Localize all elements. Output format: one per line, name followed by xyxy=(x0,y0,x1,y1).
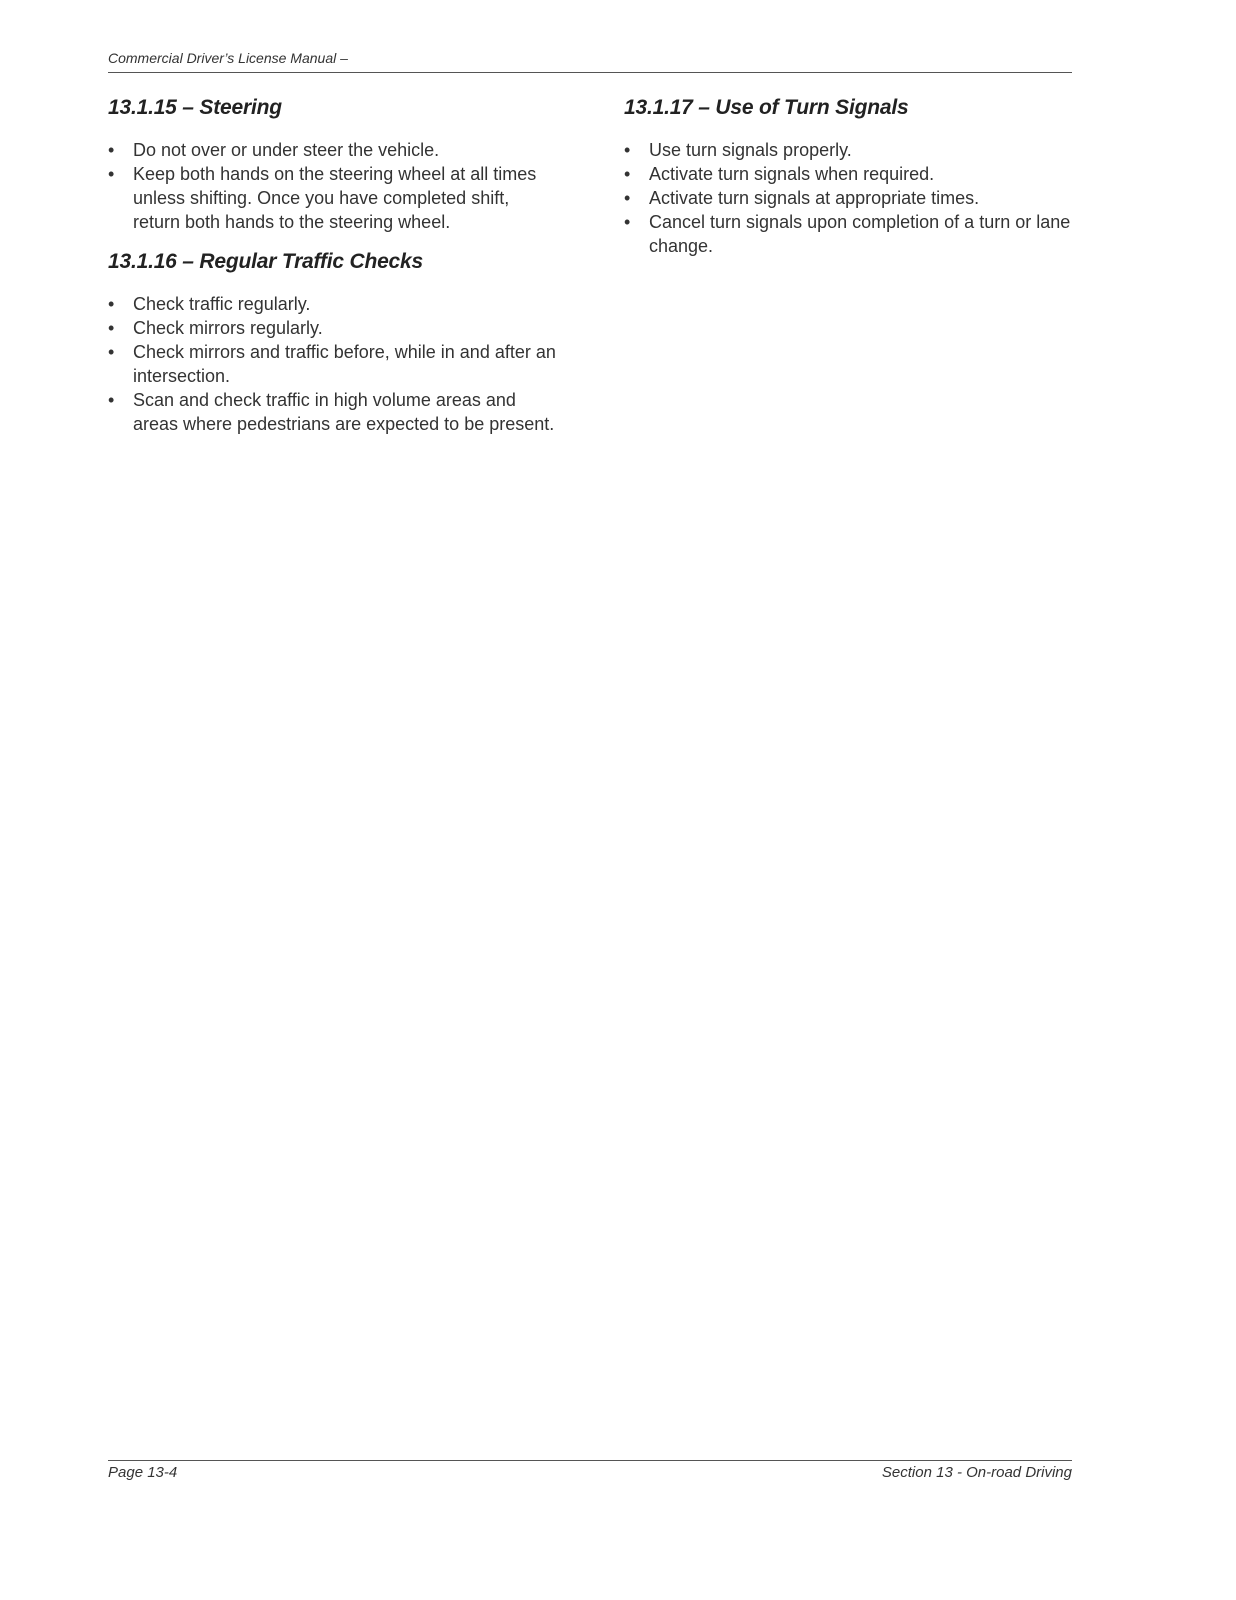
list-item-text: Use turn signals properly. xyxy=(649,140,852,160)
list-item xyxy=(108,292,558,316)
bullet-icon: • xyxy=(624,188,631,208)
section-regular-traffic-checks xyxy=(108,248,558,436)
list-item xyxy=(108,340,558,388)
bullet-icon: • xyxy=(108,342,115,362)
section-heading: 13.1.16 – Regular Traffic Checks xyxy=(108,250,423,273)
manual-title: Commercial Driver’s License Manual – xyxy=(108,50,348,66)
list-item xyxy=(108,138,558,162)
bullet-icon: • xyxy=(624,164,631,184)
list-item-text: Cancel turn signals upon completion of a turn or lane change. xyxy=(649,212,1071,256)
list-item xyxy=(624,138,1074,162)
section-use-of-turn-signals xyxy=(624,94,1074,258)
page-number: Page 13-4 xyxy=(108,1464,178,1481)
list-item-text: Keep both hands on the steering wheel at all times unless shifting. Once you have completed shift, return both hands to the steering wheel. xyxy=(133,164,537,232)
right-column xyxy=(624,94,1074,272)
list-item xyxy=(624,210,1074,258)
bullet-icon: • xyxy=(624,212,631,232)
bullet-list xyxy=(108,292,558,436)
list-item-text: Do not over or under steer the vehicle. xyxy=(133,140,440,160)
list-item xyxy=(624,162,1074,186)
section-heading: 13.1.15 – Steering xyxy=(108,96,282,119)
bullet-icon: • xyxy=(108,318,115,338)
list-item-text: Check mirrors and traffic before, while in and after an intersection. xyxy=(133,342,556,386)
section-heading: 13.1.17 – Use of Turn Signals xyxy=(624,96,909,119)
list-item xyxy=(624,186,1074,210)
list-item-text: Check mirrors regularly. xyxy=(133,318,323,338)
list-item xyxy=(108,388,558,436)
section-steering xyxy=(108,94,558,234)
bullet-icon: • xyxy=(108,140,115,160)
left-column xyxy=(108,94,558,450)
bullet-list xyxy=(624,138,1074,258)
bullet-list xyxy=(108,138,558,234)
list-item-text: Check traffic regularly. xyxy=(133,294,311,314)
section-label: Section 13 - On-road Driving xyxy=(881,1464,1072,1481)
page-footer xyxy=(108,1460,1072,1485)
bullet-icon: • xyxy=(108,164,115,184)
list-item-text: Scan and check traffic in high volume areas and areas where pedestrians are expected to be present. xyxy=(133,390,555,434)
list-item xyxy=(108,162,558,234)
bullet-icon: • xyxy=(624,140,631,160)
list-item-text: Activate turn signals when required. xyxy=(649,164,935,184)
list-item-text: Activate turn signals at appropriate times. xyxy=(649,188,980,208)
bullet-icon: • xyxy=(108,390,115,410)
page-header xyxy=(108,50,1072,73)
list-item xyxy=(108,316,558,340)
bullet-icon: • xyxy=(108,294,115,314)
